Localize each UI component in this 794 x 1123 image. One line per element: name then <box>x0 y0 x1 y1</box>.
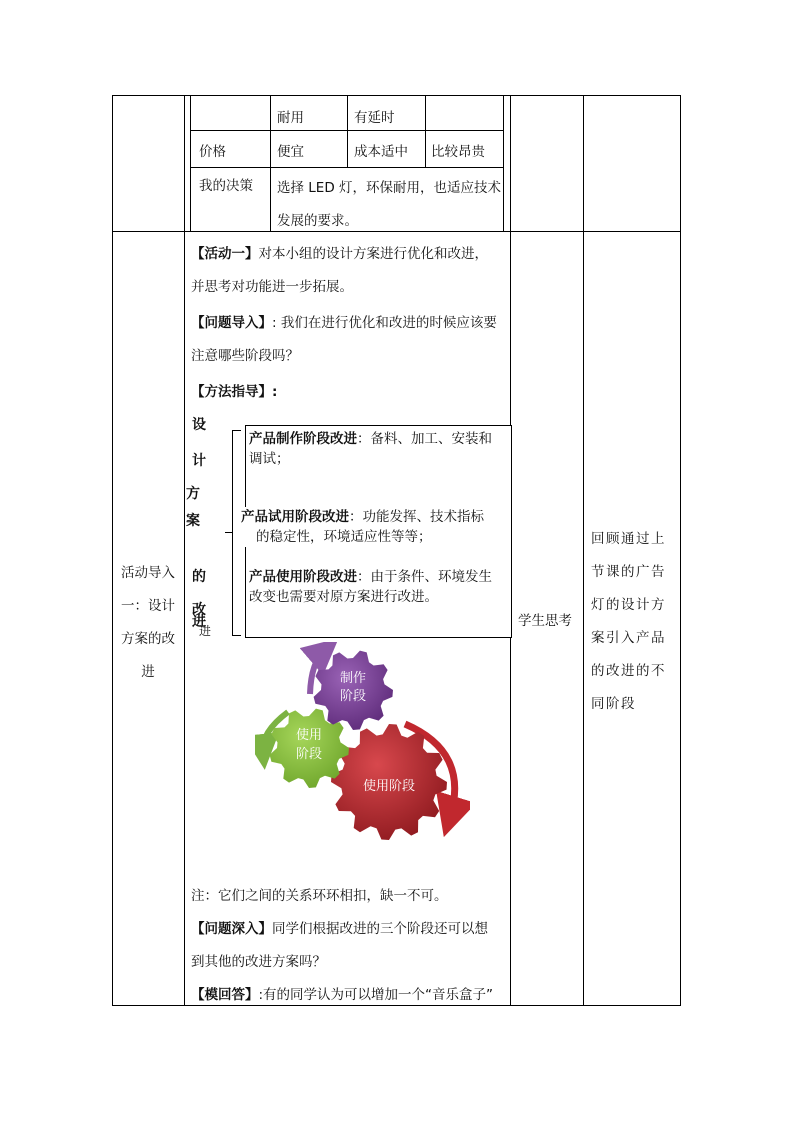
student-activity: 学生思考 <box>518 613 572 629</box>
activity-one-paragraph: 【活动一】对本小组的设计方案进行优化和改进， 并思考对功能进一步拓展。 <box>191 246 488 295</box>
vertical-title-small: 进 <box>199 624 212 638</box>
method-guide-heading: 【方法指导】: <box>191 384 278 400</box>
outer-top-border <box>112 95 681 96</box>
vertical-title-char: 方 <box>186 486 200 502</box>
vertical-title-char: 计 <box>192 453 206 469</box>
activity-label: 活动导入 一：设计 方案的改 进 <box>121 565 175 680</box>
method-item-use: 产品使用阶段改进：由于条件、环境发生 改变也需要对原方案进行改进。 <box>249 569 492 605</box>
method-bracket-tick <box>225 532 233 533</box>
cell-r1-c3: 有延时 <box>354 110 395 126</box>
outer-row-divider <box>112 231 681 232</box>
vertical-title-char: 设 <box>192 417 206 433</box>
gear-top-label-1: 制作 <box>339 671 367 686</box>
vertical-title-char: 的 <box>192 569 206 585</box>
gear-big-label: 使用阶段 <box>362 779 416 794</box>
gear-left-label-1: 使用 <box>295 728 323 743</box>
cell-r3-line2: 发展的要求。 <box>277 213 358 229</box>
vertical-title-char: 进 <box>192 614 206 630</box>
cell-r3-line1: 选择 LED 灯，环保耐用，也适应技术 <box>277 180 502 196</box>
gear-left-label-2: 阶段 <box>295 747 323 762</box>
method-item-production: 产品制作阶段改进：备料、加工、安装和 调试； <box>249 431 492 467</box>
design-intent: 回顾通过上 节课的广告 灯的设计方 案引入产品 的改进的不 同阶段 <box>591 531 666 712</box>
method-bracket <box>232 430 241 636</box>
vertical-title-char: 案 <box>186 513 200 529</box>
cell-r3-c1: 我的决策 <box>199 178 253 194</box>
gears-diagram <box>255 642 470 852</box>
question-intro-paragraph: 【问题导入】: 我们在进行优化和改进的时候应该要 注意哪些阶段吗？ <box>191 315 497 364</box>
question-deep-paragraph: 【问题深入】同学们根据改进的三个阶段还可以想 到其他的改进方案吗？ <box>191 921 488 970</box>
gear-top-label-2: 阶段 <box>339 689 367 704</box>
vertical-title-char: 改 <box>192 602 206 618</box>
cell-r1-c2: 耐用 <box>277 110 304 126</box>
cell-r2-c3: 成本适中 <box>354 144 408 160</box>
outer-bottom-border <box>112 1005 681 1006</box>
cell-r2-c2: 便宜 <box>277 144 304 160</box>
cell-r2-c1: 价格 <box>199 144 226 160</box>
cell-r2-c4: 比较昂贵 <box>431 144 485 160</box>
method-item-trial: 产品试用阶段改进：功能发挥、技术指标 的稳定性，环境适应性等等； <box>241 507 509 547</box>
note-text: 注：它们之间的关系环环相扣，缺一不可。 <box>191 888 448 904</box>
model-answer-paragraph: 【模回答】:有的同学认为可以增加一个“音乐盒子” <box>191 987 494 1003</box>
